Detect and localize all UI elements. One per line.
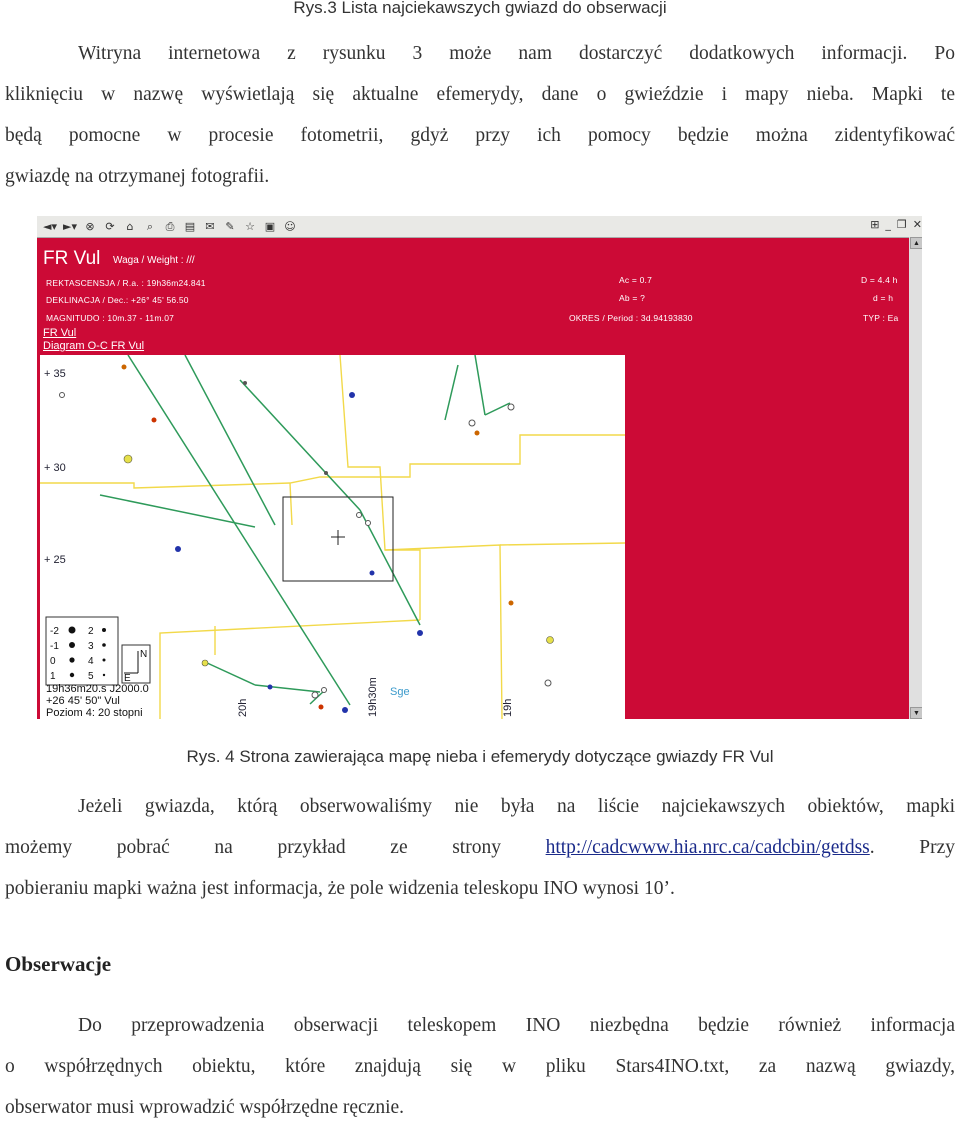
map-center-dec: +26 45' 50" Vul — [46, 695, 120, 707]
paragraph-line: obserwator musi wprowadzić współrzędne ręcznie. — [5, 1097, 405, 1118]
constellation-line — [445, 365, 458, 420]
star-dot — [545, 680, 551, 686]
constellation-line — [185, 355, 275, 525]
window-controls — [870, 218, 922, 231]
paragraph-line: będą pomocne w procesie fotometrii, gdyż przy ich pomocy będzie można zidentyfikować — [5, 125, 955, 146]
edit-icon[interactable]: ✎ — [225, 220, 235, 233]
svg-text:1: 1 — [50, 671, 56, 682]
constellation-line — [205, 662, 255, 685]
paragraph-line: Witryna internetowa z rysunku 3 może nam dostarczyć dodatkowych informacji. Po — [78, 43, 955, 64]
star-dot — [312, 692, 318, 698]
constellation-line — [128, 355, 350, 705]
oc-diagram-link[interactable]: Diagram O-C FR Vul — [43, 340, 145, 352]
svg-text:0: 0 — [50, 656, 56, 667]
constellation-line — [485, 403, 510, 415]
star-dot — [547, 637, 554, 644]
star-dot — [243, 381, 247, 385]
constellation-line — [240, 380, 360, 510]
star-dot — [324, 471, 328, 475]
favorites-icon[interactable]: ☆ — [245, 220, 255, 233]
figure-4-caption: Rys. 4 Strona zawierająca mapę nieba i efemerydy dotyczące gwiazdy FR Vul — [186, 747, 774, 766]
svg-text:-1: -1 — [50, 641, 59, 652]
constellation-line — [100, 495, 255, 527]
star-dot — [60, 393, 65, 398]
svg-text:4: 4 — [88, 656, 94, 667]
map-center-ra: 19h36m20.s J2000.0 — [46, 683, 149, 695]
folder-icon[interactable]: ▣ — [264, 220, 276, 233]
print-icon[interactable]: ⎙ — [165, 219, 175, 233]
star-dot — [370, 571, 375, 576]
text-segment: możemy pobrać na przykład ze strony — [5, 837, 546, 858]
windows-logo-icon: ⊞ — [870, 218, 880, 231]
star-dot — [175, 546, 181, 552]
paragraph-maps-source — [5, 786, 955, 909]
svg-text:-2: -2 — [50, 626, 59, 637]
figure-3-caption: Rys.3 Lista najciekawszych gwiazd do obserwacji — [293, 0, 667, 17]
getdss-link[interactable]: http://cadcwww.hia.nrc.ca/cadcbin/getdss — [545, 837, 870, 858]
ra-label: 19h — [502, 698, 514, 717]
constellation-label: Sge — [390, 686, 410, 698]
document-icon[interactable]: ▤ — [184, 220, 196, 233]
star-dot — [508, 404, 514, 410]
star-page-screenshot — [37, 216, 922, 719]
star-dot — [469, 420, 475, 426]
weight-label: Waga / Weight : /// — [113, 255, 195, 266]
paragraph-line: Jeżeli gwiazda, którą obserwowaliśmy nie była na liście najciekawszych obiektów, mapki — [78, 796, 955, 817]
svg-text:3: 3 — [88, 641, 94, 652]
star-dot — [152, 418, 157, 423]
ra-label: 20h — [237, 698, 249, 717]
dec-label: + 30 — [44, 462, 66, 474]
star-dot — [202, 660, 208, 666]
paragraph-line: pobieraniu mapki ważna jest informacja, że pole widzenia teleskopu INO wynosi 10’. — [5, 878, 675, 899]
crosshair-icon — [331, 530, 345, 545]
text-segment: . Przy — [869, 837, 956, 858]
dec-label: + 35 — [44, 368, 66, 380]
star-dot — [268, 685, 273, 690]
dec-label: + 25 — [44, 554, 66, 566]
paragraph-observations — [5, 1005, 955, 1128]
paragraph-line: Do przeprowadzenia obserwacji teleskopem INO niezbędna będzie również informacja — [78, 1015, 955, 1036]
constellation-line — [360, 510, 420, 625]
star-dot — [475, 431, 480, 436]
ra-label: 19h30m — [367, 677, 379, 717]
duration-delta: d = h — [873, 293, 894, 303]
scroll-down-icon[interactable]: ▼ — [910, 707, 922, 719]
star-name: FR Vul — [43, 248, 101, 269]
map-zoom-level: Poziom 4: 20 stopni — [46, 707, 143, 719]
boundary-line — [500, 543, 625, 545]
browser-toolbar — [37, 216, 922, 238]
star-dot — [319, 705, 324, 710]
star-dot — [417, 630, 423, 636]
star-dot — [342, 707, 348, 713]
messenger-icon[interactable]: ☺ — [284, 220, 296, 233]
star-dot — [322, 688, 327, 693]
right-ascension: REKTASCENSJA / R.a. : 19h36m24.841 — [46, 278, 206, 288]
stop-icon[interactable]: ⊗ — [85, 220, 95, 233]
compass-icon — [122, 645, 150, 684]
restore-icon[interactable]: ❐ — [896, 218, 907, 231]
magnitude: MAGNITUDO : 10m.37 - 11m.07 — [46, 313, 175, 323]
amplitude-ab: Ab = ? — [619, 293, 646, 303]
forward-icon[interactable]: ►▾ — [63, 220, 77, 233]
paragraph-line — [5, 827, 955, 868]
svg-text:E: E — [124, 673, 131, 684]
variable-type: TYP : Ea — [863, 313, 899, 323]
star-dot — [349, 392, 355, 398]
home-icon[interactable]: ⌂ — [126, 220, 134, 233]
svg-text:N: N — [140, 649, 148, 660]
svg-text:2: 2 — [88, 626, 94, 637]
period: OKRES / Period : 3d.94193830 — [569, 313, 693, 323]
declination: DEKLINACJA / Dec.: +26° 45' 56.50 — [46, 295, 189, 305]
amplitude-ac: Ac = 0.7 — [619, 275, 653, 285]
mail-icon[interactable]: ✉ — [205, 220, 215, 233]
paragraph-intro — [5, 33, 955, 197]
constellation-line — [475, 355, 485, 415]
sky-map-svg — [40, 355, 625, 719]
scrollbar[interactable] — [909, 237, 922, 719]
minimize-icon[interactable]: _ — [885, 218, 891, 231]
refresh-icon[interactable]: ⟳ — [105, 220, 115, 233]
section-heading: Obserwacje — [5, 952, 112, 976]
star-dot — [124, 455, 132, 463]
star-link[interactable]: FR Vul — [43, 327, 77, 339]
paragraph-line: o współrzędnych obiektu, które znajdują się w pliku Stars4INO.txt, za nazwą gwiazdy, — [5, 1056, 955, 1077]
paragraph-line: gwiazdę na otrzymanej fotografii. — [5, 166, 270, 187]
paragraph-line: kliknięciu w nazwę wyświetlają się aktualne efemerydy, dane o gwieździe i mapy nieba. Mapki te — [5, 84, 955, 105]
constellation-line — [255, 685, 320, 692]
star-dot — [357, 513, 362, 518]
star-dot — [122, 365, 127, 370]
boundary-line — [160, 620, 420, 719]
back-icon[interactable]: ◄▾ — [43, 220, 57, 233]
scroll-up-icon[interactable]: ▲ — [910, 237, 922, 249]
star-dot — [509, 601, 514, 606]
sky-map[interactable] — [40, 355, 625, 719]
star-dot — [366, 521, 371, 526]
duration-d: D = 4.4 h — [861, 275, 898, 285]
star-title — [43, 248, 100, 270]
close-icon[interactable]: ✕ — [912, 218, 922, 231]
search-icon[interactable]: ⌕ — [146, 219, 154, 233]
magnitude-legend — [46, 617, 150, 685]
svg-text:5: 5 — [88, 671, 94, 682]
boundary-line — [290, 483, 292, 525]
